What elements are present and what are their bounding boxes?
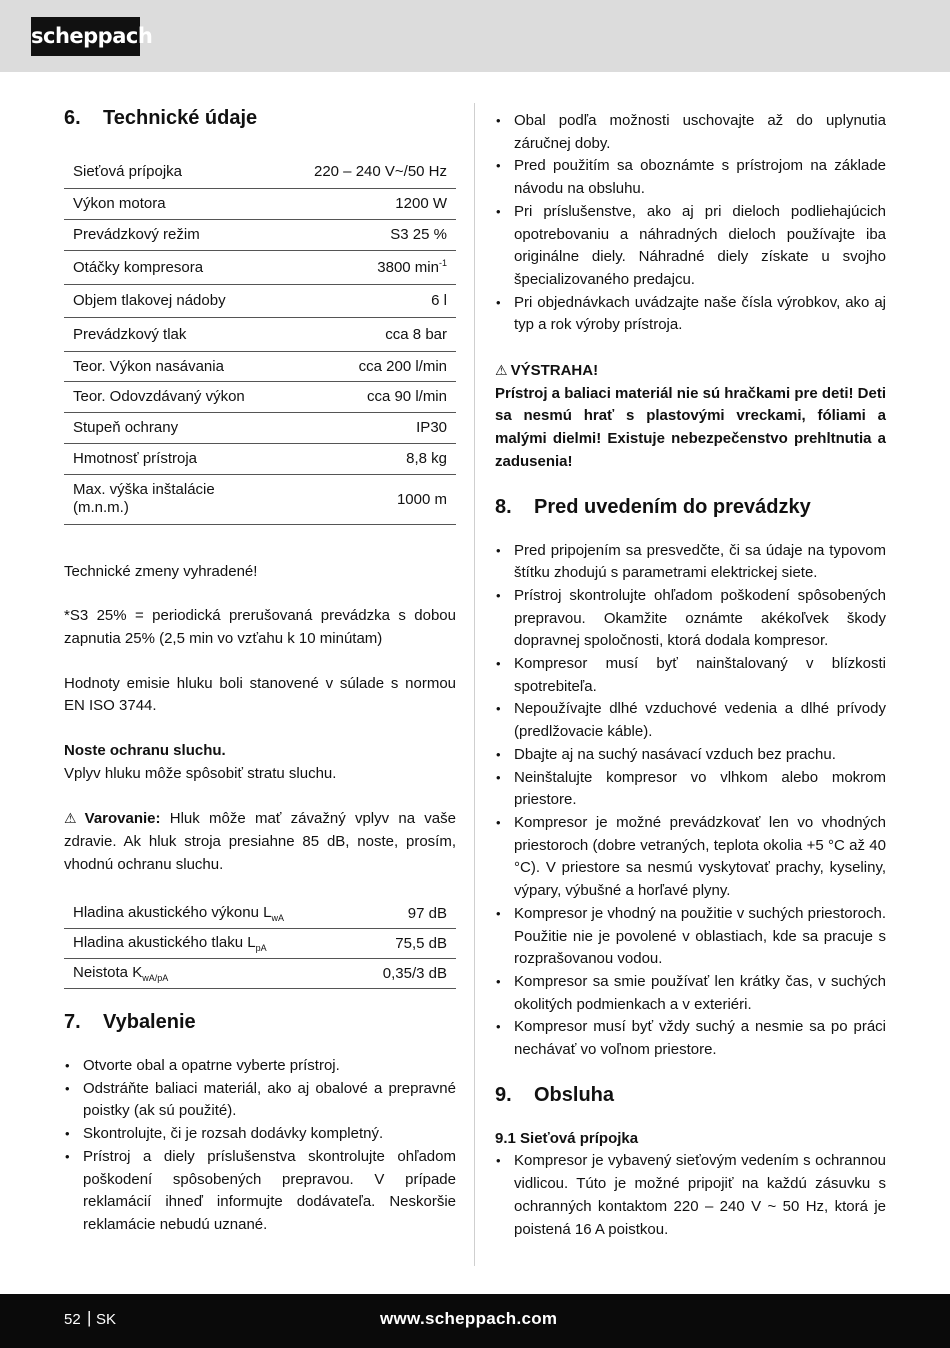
packaging-list bbox=[495, 110, 886, 337]
section-number: 9. bbox=[495, 1083, 512, 1106]
table-row bbox=[64, 959, 456, 989]
spec-table bbox=[64, 155, 456, 525]
section-title: Pred uvedením do prevádzky bbox=[534, 495, 811, 518]
section-9-heading bbox=[495, 1084, 886, 1107]
spec-label: Otáčky kompresora bbox=[64, 250, 264, 284]
noise-label-subscript: wA bbox=[271, 912, 284, 923]
noise-table bbox=[64, 899, 456, 990]
page-number: 52 bbox=[64, 1311, 81, 1328]
child-warning-title bbox=[495, 359, 886, 383]
list-item: • Kompresor musí byť vždy suchý a nesmie sa po práci nechávať vo voľnom priestore. bbox=[495, 1016, 886, 1061]
noise-label-subscript: wA/pA bbox=[142, 973, 169, 984]
section-number: 6. bbox=[64, 107, 81, 129]
list-item: • Dbajte aj na suchý nasávací vzduch bez prachu. bbox=[495, 744, 886, 767]
power-connection-list bbox=[495, 1150, 886, 1241]
spec-label: Max. výška inštalácie (m.n.m.) bbox=[64, 474, 264, 524]
noise-value: 97 dB bbox=[352, 899, 456, 929]
table-row bbox=[64, 284, 456, 317]
list-item: • Odstráňte baliaci materiál, ako aj obalové a prepravné poistky (ak sú použité). bbox=[64, 1078, 456, 1123]
spec-label: Objem tlakovej nádoby bbox=[64, 284, 264, 317]
spec-value: 220 – 240 V~/50 Hz bbox=[264, 155, 456, 188]
ear-protection-title: Noste ochranu sluchu. bbox=[64, 742, 226, 760]
section-6-heading bbox=[64, 107, 456, 130]
subsection-9-1-heading: 9.1 Sieťová prípojka bbox=[495, 1129, 639, 1147]
warning-triangle-icon: ⚠ bbox=[495, 362, 508, 379]
table-row bbox=[64, 250, 456, 284]
list-item: • Pri príslušenstve, ako aj pri dieloch podliehajúcich opotrebovaniu a náhradných dieloch používajte iba originálne diely. Náhradné diely získate u svojho špecializovaného predajcu. bbox=[495, 201, 886, 292]
table-row bbox=[64, 412, 456, 443]
ear-protection-text: Vplyv hluku môže spôsobiť stratu sluchu. bbox=[64, 764, 337, 782]
table-row bbox=[64, 443, 456, 474]
page-separator: | bbox=[87, 1308, 92, 1327]
table-row bbox=[64, 929, 456, 959]
list-item: • Kompresor je vhodný na použitie v suchých priestoroch. Použitie nie je povolené v oblastiach, kde sa pracuje s rozprašovanou vodou. bbox=[495, 903, 886, 971]
noise-label-subscript: pA bbox=[255, 943, 267, 954]
spec-label: Výkon motora bbox=[64, 188, 264, 219]
spec-value: S3 25 % bbox=[264, 219, 456, 250]
noise-values-note: Hodnoty emisie hluku boli stanovené v súlade s normou EN ISO 3744. bbox=[64, 674, 456, 715]
section-title: Vybalenie bbox=[103, 1011, 196, 1034]
list-item: • Otvorte obal a opatrne vyberte prístroj. bbox=[64, 1055, 456, 1078]
section-number: 8. bbox=[495, 495, 512, 518]
list-item: • Kompresor je možné prevádzkovať len vo vhodných priestoroch (dobre vetraných, teplota okolia +5 °C až 40 °C). V priestore sa nesmú vyskytovať prachy, kyseliny, výpary, výbušné a horľavé plyny. bbox=[495, 812, 886, 903]
list-item: • Skontrolujte, či je rozsah dodávky kompletný. bbox=[64, 1123, 456, 1146]
spec-label: Prevádzkový tlak bbox=[64, 317, 264, 351]
table-row bbox=[64, 351, 456, 381]
child-warning-text: Prístroj a baliaci materiál nie sú hračkami pre deti! Deti sa nesmú hrať s plastovými vreckami, fóliami a malými dielmi! Existuje nebezpečenstvo prehltnutia a zadusenia! bbox=[495, 384, 886, 470]
section-8-heading bbox=[495, 496, 886, 519]
spec-value-text: 3800 min bbox=[377, 259, 439, 276]
list-item: • Neinštalujte kompresor vo vlhkom alebo mokrom priestore. bbox=[495, 767, 886, 812]
section-7-heading bbox=[64, 1011, 456, 1034]
spec-value: 1000 m bbox=[264, 474, 456, 524]
website-link[interactable]: www.scheppach.com bbox=[380, 1309, 558, 1328]
spec-value: cca 200 l/min bbox=[264, 351, 456, 381]
spec-value: 1200 W bbox=[264, 188, 456, 219]
spec-label: Prevádzkový režim bbox=[64, 219, 264, 250]
spec-value: cca 8 bar bbox=[264, 317, 456, 351]
noise-value: 0,35/3 dB bbox=[352, 959, 456, 989]
noise-label-text: Neistota K bbox=[73, 964, 143, 982]
column-divider bbox=[474, 103, 475, 1266]
spec-label: Sieťová prípojka bbox=[64, 155, 264, 188]
table-row bbox=[64, 188, 456, 219]
noise-label bbox=[64, 899, 352, 929]
s3-note: *S3 25% = periodická prerušovaná prevádzka s dobou zapnutia 25% (2,5 min vo vzťahu k 10 minútam) bbox=[64, 607, 456, 647]
noise-warning bbox=[64, 807, 456, 876]
spec-value: IP30 bbox=[264, 412, 456, 443]
table-row bbox=[64, 474, 456, 524]
table-row bbox=[64, 317, 456, 351]
list-item: • Kompresor musí byť nainštalovaný v blízkosti spotrebiteľa. bbox=[495, 653, 886, 698]
right-column bbox=[495, 103, 886, 1241]
left-column bbox=[64, 103, 456, 1237]
spec-label: Hmotnosť prístroja bbox=[64, 443, 264, 474]
list-item: • Pred použitím sa oboznámte s prístrojom na základe návodu na obsluhu. bbox=[495, 155, 886, 200]
page-footer bbox=[0, 1294, 950, 1348]
spec-value-superscript: -1 bbox=[438, 258, 447, 268]
table-row bbox=[64, 219, 456, 250]
spec-value bbox=[264, 250, 456, 284]
noise-label bbox=[64, 959, 352, 989]
list-item: • Pri objednávkach uvádzajte naše čísla výrobkov, ako aj typ a rok výroby prístroja. bbox=[495, 292, 886, 337]
page-header bbox=[0, 0, 950, 72]
list-item: • Pred pripojením sa presvedčte, či sa údaje na typovom štítku zhodujú s parametrami elektrickej siete. bbox=[495, 540, 886, 585]
unpack-list bbox=[64, 1055, 456, 1237]
section-number: 7. bbox=[64, 1011, 81, 1034]
list-item: • Prístroj skontrolujte ohľadom poškodení spôsobených prepravou. Okamžite oznámte akékoľvek škody dopravnej spoločnosti, ktorá dodala kompresor. bbox=[495, 585, 886, 653]
table-row bbox=[64, 155, 456, 188]
table-row bbox=[64, 899, 456, 929]
list-item: • Nepoužívajte dlhé vzduchové vedenia a dlhé prívody (predlžovacie káble). bbox=[495, 698, 886, 743]
noise-label-text: Hladina akustického výkonu L bbox=[73, 903, 272, 921]
startup-list bbox=[495, 540, 886, 1062]
tech-changes-note: Technické zmeny vyhradené! bbox=[64, 562, 258, 580]
list-item: • Obal podľa možnosti uschovajte až do uplynutia záručnej doby. bbox=[495, 110, 886, 155]
noise-label bbox=[64, 929, 352, 959]
warning-text: Hluk môže mať závažný vplyv na vaše zdravie. Ak hluk stroja presiahne 85 dB, noste, prosím, vhodnú ochranu sluchu. bbox=[64, 810, 456, 873]
spec-value: 6 l bbox=[264, 284, 456, 317]
section-title: Technické údaje bbox=[103, 107, 258, 129]
table-row bbox=[64, 381, 456, 412]
warning-label: Varovanie: bbox=[84, 810, 161, 828]
noise-label-text: Hladina akustického tlaku L bbox=[73, 934, 256, 952]
warning-triangle-icon: ⚠ bbox=[64, 810, 82, 827]
list-item: • Prístroj a diely príslušenstva skontrolujte ohľadom poškodení spôsobených prepravou. V prípade reklamácií ihneď informujte dodávateľa. Neskoršie reklamácie nebudú uznané. bbox=[64, 1146, 456, 1237]
scheppach-logo: scheppach bbox=[31, 17, 140, 56]
list-item: • Kompresor sa smie používať len krátky čas, v suchých okolitých podmienkach a v exteriéri. bbox=[495, 971, 886, 1016]
section-title: Obsluha bbox=[534, 1083, 615, 1106]
spec-label: Stupeň ochrany bbox=[64, 412, 264, 443]
spec-value: cca 90 l/min bbox=[264, 381, 456, 412]
page-language: SK bbox=[96, 1311, 117, 1328]
noise-value: 75,5 dB bbox=[352, 929, 456, 959]
spec-label: Teor. Odovzdávaný výkon bbox=[64, 381, 264, 412]
spec-label: Teor. Výkon nasávania bbox=[64, 351, 264, 381]
list-item: • Kompresor je vybavený sieťovým vedením s ochrannou vidlicou. Túto je možné pripojiť na každú zásuvku s ochranných kontaktom 220 – 240 V ~ 50 Hz, ktorá je poistená 16 A poistkou. bbox=[495, 1150, 886, 1241]
warning-title: VÝSTRAHA! bbox=[510, 362, 599, 380]
spec-value: 8,8 kg bbox=[264, 443, 456, 474]
